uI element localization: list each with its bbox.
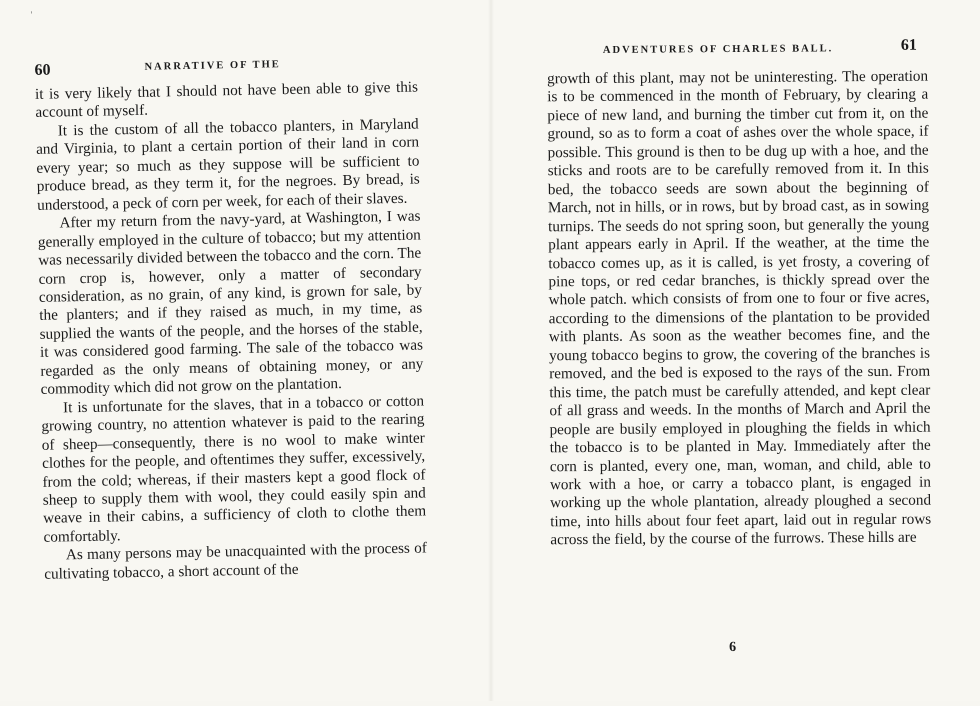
signature-mark: 6 <box>729 639 737 656</box>
right-page-number: 61 <box>900 36 917 54</box>
paragraph: it is very likely that I should not have been able to give this account of myself. <box>34 78 419 122</box>
right-running-head: ADVENTURES OF CHARLES BALL. <box>602 43 834 56</box>
left-running-head: NARRATIVE OF THE <box>144 59 281 73</box>
left-page-number: 60 <box>34 61 51 79</box>
right-page <box>490 0 980 703</box>
paragraph: As many persons may be unacquainted with the process of cultivating tobacco, a short account of the <box>44 539 428 583</box>
paragraph: It is unfortunate for the slaves, that in a tobacco or cotton growing country, no attention whatever is paid to the rearing of sheep—consequently, there is no wool to make winter clothes for the people, and oftentimes they suffer, excessively, from the cold; whereas, if their masters kept a good flock of sheep to supply them with wool, they could easily spin and weave in their cabins, a sufficiency of cloth to clothe them comfortably. <box>41 392 427 546</box>
right-page-text <box>547 68 931 550</box>
paragraph: growth of this plant, may not be uninteresting. The operation is to be commenced in the month of February, by clearing a piece of new land, and burning the timber cut from it, on the ground, so as to form a coat of ashes over the whole space, if possible. This ground is then to be dug up with a hoe, and the sticks and roots are to be carefully removed from it. In this bed, the tobacco seeds are sown about the beginning of March, not in hills, or in rows, but by broad cast, as in sowing turnips. The seeds do not spring soon, but generally the young plant appears early in April. If the weather, at the time the tobacco comes up, as it is called, is yet frosty, a covering of pine tops, or red cedar branches, is thickly spread over the whole patch. which consists of from one to four or five acres, according to the dimensions of the plantation to be provided with plants. As soon as the weather becomes fine, and the young tobacco begins to grow, the covering of the branches is removed, and the bed is exposed to the rays of the sun. From this time, the patch must be carefully attended, and kept clear of all grass and weeds. In the months of March and April the people are busily employed in ploughing the fields in which the tobacco is to be planted in May. Immediately after the corn is planted, every one, man, woman, and child, able to work with a hoe, or carry a tobacco plant, is engaged in working up the whole plantation, already ploughed a second time, into hills about four feet apart, laid out in regular rows across the field, by the course of the furrows. These hills are <box>547 67 932 549</box>
paragraph: After my return from the navy-yard, at Washington, I was generally employed in the culture of tobacco; but my attention was necessarily divided between the tobacco and the corn. The corn crop is, however, only a matter of secondary consideration, as no grain, of any kind, is grown for sale, by the planters; and if they raised as much, in my time, as supplied the wants of the people, and the horses of the stable, it was considered good farming. The sale of the tobacco was regarded as the only means of obtaining money, or any commodity which did not grow on the plantation. <box>37 207 424 399</box>
scan-mark: ' <box>30 9 33 21</box>
paragraph: It is the custom of all the tobacco planters, in Maryland and Virginia, to plant a certain portion of their land in corn every year; so much as they suppose will be sufficient to produce bread, as they term it, for the negroes. By bread, is understood, a peck of corn per week, for each of their slaves. <box>35 115 420 214</box>
left-page-text <box>35 79 427 584</box>
